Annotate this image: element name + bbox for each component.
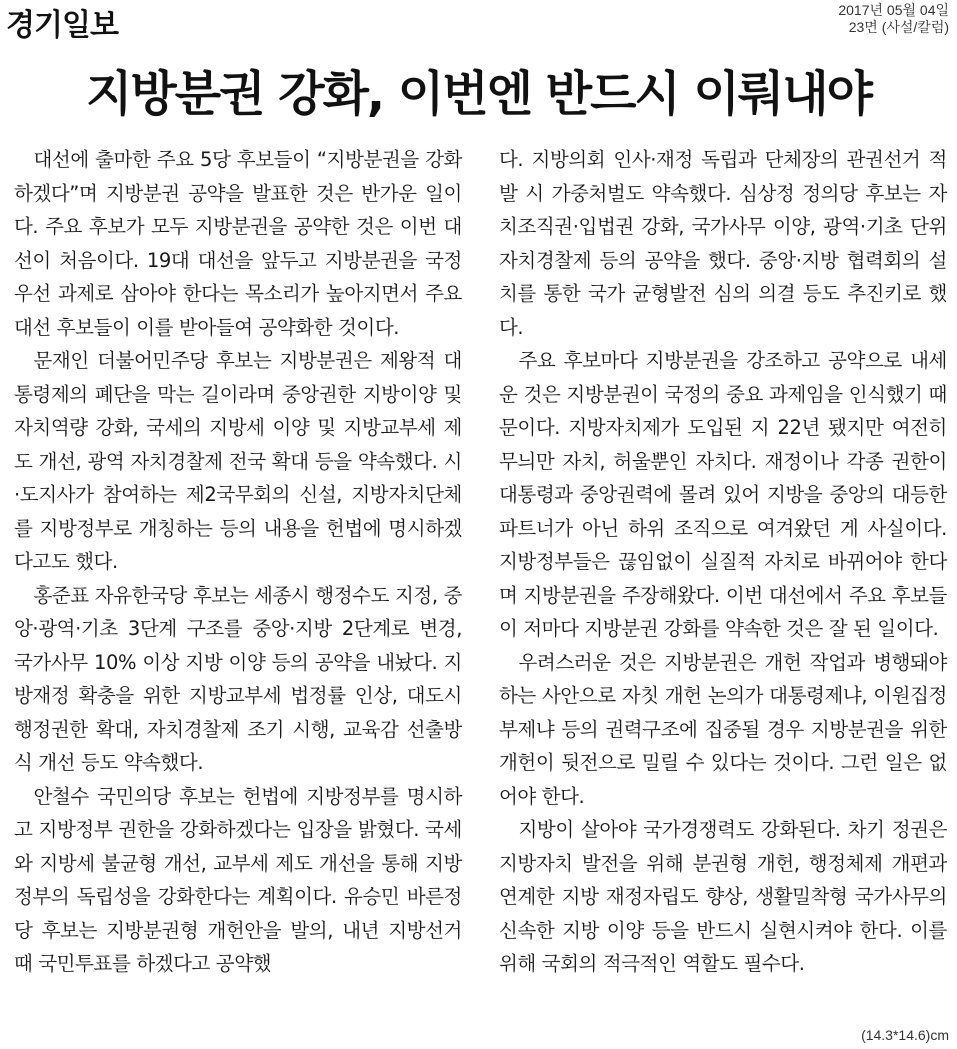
paragraph: 다. 지방의회 인사·재정 독립과 단체장의 관권선거 적발 시 가중처벌도 약속했다. 심상정 정의당 후보는 자치조직권·입법권 강화, 국가사무 이양, 광역·기초 단위 자치경찰제 등의 공약을 했다. 중앙·지방 협력회의 설치를 통한 국가 균형발전 심의 의결 등도 추진키로 했다. (499, 148, 947, 339)
publication-date: 2017년 05월 04일 (838, 2, 949, 18)
paragraph: 문재인 더불어민주당 후보는 지방분권은 제왕적 대통령제의 폐단을 막는 길이라며 중앙권한 지방이양 및 자치역량 강화, 국세의 지방세 이양 및 지방교부세 제도 개선, 광역 자치경찰제 전국 확대 등을 약속했다. 시·도지사가 참여하는 제2국무회의 신설, 지방자치단체를 지방정부로 개칭하는 등의 내용을 헌법에 명시하겠다고도 했다. (14, 349, 462, 573)
newspaper-masthead: 경기일보 (6, 8, 118, 43)
paragraph: 우려스러운 것은 지방분권은 개헌 작업과 병행돼야 하는 사안으로 자칫 개헌 논의가 대통령제냐, 이원집정부제냐 등의 권력구조에 집중될 경우 지방분권을 위한 개헌이 뒷전으로 밀릴 수 있다는 것이다. 그런 일은 없어야 한다. (499, 650, 947, 808)
publication-info (838, 2, 949, 36)
paragraph: 대선에 출마한 주요 5당 후보들이 “지방분권을 강화하겠다”며 지방분권 공약을 발표한 것은 반가운 일이다. 주요 후보가 모두 지방분권을 공약한 것은 이번 대선이 처음이다. 19대 대선을 앞두고 지방분권을 국정 우선 과제로 삼아야 한다는 목소리가 높아지면서 주요 대선 후보들이 이를 받아들여 공약화한 것이다. (14, 148, 462, 339)
page-section: 23면 (사설/칼럼) (848, 19, 949, 35)
paragraph: 안철수 국민의당 후보는 헌법에 지방정부를 명시하고 지방정부 권한을 강화하겠다는 입장을 밝혔다. 국세와 지방세 불균형 개선, 교부세 제도 개선을 통해 지방정부의 독립성을 강화한다는 계획이다. 유승민 바른정당 후보는 지방분권형 개헌안을 발의, 내년 지방선거 때 국민투표를 하겠다고 공약했 (14, 784, 462, 975)
clipping-size: (14.3*14.6)cm (861, 1027, 949, 1043)
paragraph: 지방이 살아야 국가경쟁력도 강화된다. 차기 정권은 지방자치 발전을 위해 분권형 개헌, 행정체제 개편과 연계한 지방 재정자립도 향상, 생활밀착형 국가사무의 신속한 지방 이양 등을 반드시 실현시켜야 한다. 이를 위해 국회의 적극적인 역할도 필수다. (499, 818, 947, 975)
article-column-left (14, 143, 462, 981)
article-headline: 지방분권 강화, 이번엔 반드시 이뤄내야 (86, 66, 871, 122)
article-column-right (499, 143, 947, 981)
paragraph: 주요 후보마다 지방분권을 강조하고 공약으로 내세운 것은 지방분권이 국정의 중요 과제임을 인식했기 때문이다. 지방자치제가 도입된 지 22년 됐지만 여전히 무늬만 자치, 허울뿐인 자치다. 재정이나 각종 권한이 대통령과 중앙권력에 몰려 있어 지방을 중앙의 대등한 파트너가 아닌 하위 조직으로 여겨왔던 게 사실이다. 지방정부들은 끊임없이 실질적 자치로 바뀌어야 한다며 지방분권을 주장해왔다. 이번 대선에서 주요 후보들이 저마다 지방분권 강화를 약속한 것은 잘 된 일이다. (499, 349, 947, 640)
paragraph: 홍준표 자유한국당 후보는 세종시 행정수도 지정, 중앙·광역·기초 3단계 구조를 중앙·지방 2단계로 변경, 국가사무 10% 이상 지방 이양 등의 공약을 내놨다. 지방재정 확충을 위한 지방교부세 법정률 인상, 대도시 행정권한 확대, 자치경찰제 조기 시행, 교육감 선출방식 개선 등도 약속했다. (14, 583, 462, 774)
